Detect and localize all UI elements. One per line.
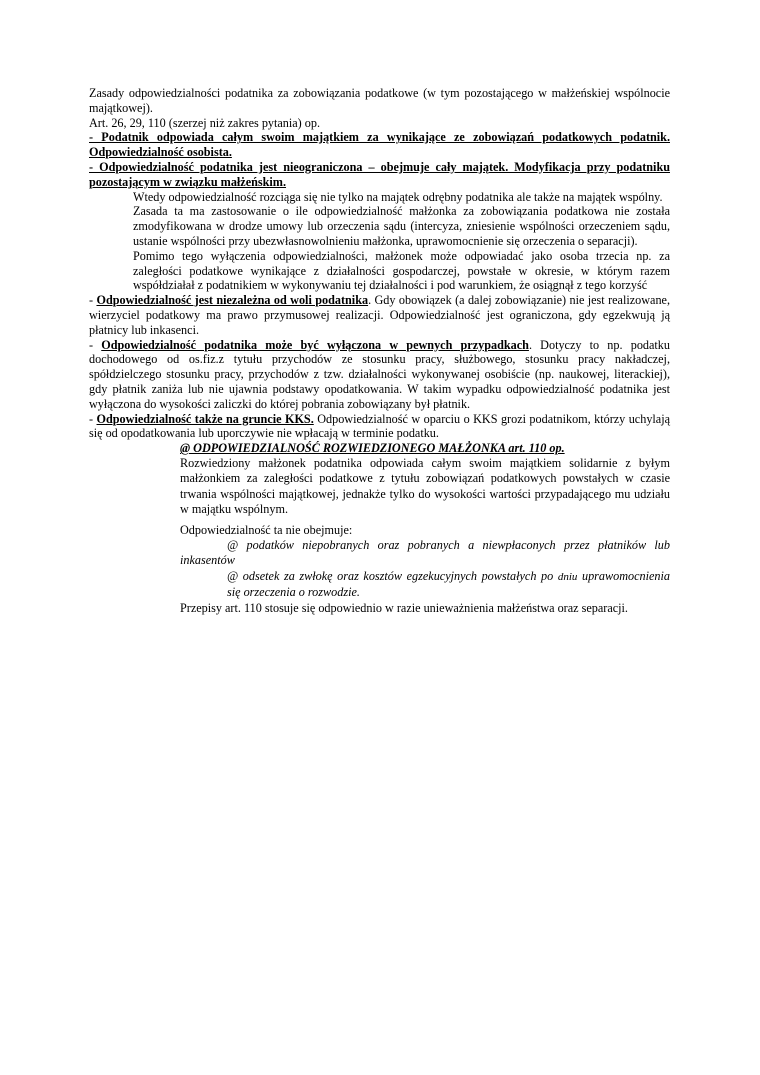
point-4-heading: Odpowiedzialność podatnika może być wyłączona w pewnych przypadkach (101, 337, 529, 352)
point-4-dash: - (89, 337, 102, 352)
intro-line-2: Art. 26, 29, 110 (szerzej niż zakres pytania) op. (89, 115, 321, 130)
point-3-text: . Gdy obowiązek (a dalej zobowiązanie) nie jest realizowane, wierzyciel podatkowy ma prawo przymusowej realizacji. Odpowiedzialność jest ograniczona, gdy egzekwują ją płatnicy lub inkasenci. (89, 293, 671, 337)
document-page (89, 86, 670, 616)
closing-sentence: Przepisy art. 110 stosuje się odpowiednio w razie unieważnienia małżeństwa oraz separacji. (180, 600, 628, 615)
section-paragraph: Rozwiedziony małżonek podatnika odpowiada całym swoim majątkiem solidarnie z byłym małżonkiem za zaległości podatkowe z tytułu zobowiązań podatkowych powstałych w czasie trwania wspólności majątkowej, jednakże tylko do wysokości wartości przypadającego mu udziału w majątku wspólnym. (180, 455, 670, 517)
exclusion-item-2 (227, 569, 670, 601)
indented-paragraph-1: Wtedy odpowiedzialność rozciąga się nie tylko na majątek odrębny podatnika ale także na majątek wspólny. (133, 189, 663, 204)
exclusion-item-2-text-b: dniu (557, 570, 578, 583)
point-5-heading: Odpowiedzialność także na gruncie KKS. (96, 411, 314, 426)
exclusion-item-2-text-c: uprawomocnienia się orzeczenia o rozwodzie. (227, 568, 671, 600)
point-5-text: Odpowiedzialność w oparciu o KKS grozi podatnikom, którzy uchylają się od opodatkowania lub uporczywie nie wpłacają w terminie podatku. (89, 411, 670, 441)
exclusion-item-2-text-a: @ odsetek za zwłokę oraz kosztów egzekucyjnych powstałych po (227, 568, 558, 583)
point-4 (89, 338, 670, 412)
section-heading: @ ODPOWIEDZIALNOŚĆ ROZWIEDZIONEGO MAŁŻONKA art. 110 op. (180, 441, 565, 456)
point-3-dash: - (89, 293, 97, 308)
intro-line-1: Zasady odpowiedzialności podatnika za zobowiązania podatkowe (w tym pozostającego w małżeńskiej wspólnocie majątkowej). (89, 86, 670, 115)
point-4-text: . Dotyczy to np. podatku dochodowego od os.fiz.z tytułu przychodów ze stosunku pracy, służbowego, stosunku pracy nakładczej, spółdzielczego stosunku pracy, przychodów z tzw. działalności wykonywanej osobiście (np. naukowej, literackiej), gdy płatnik zaniża lub nie ujawnia podstawy opodatkowania. W takim wypadku odpowiedzialność podatnika jest wyłączona do wysokości zaliczki do której pobrania zobowiązany był płatnik. (89, 337, 670, 411)
point-3-heading: Odpowiedzialność jest niezależna od woli podatnika (96, 293, 369, 308)
indented-paragraph-3: Pomimo tego wyłączenia odpowiedzialności, małżonek może odpowiadać jako osoba trzecia np. za zaległości podatkowe wynikające z działalności gospodarczej, powstałe w okresie, w którym razem współdziałał z podatnikiem w wykonywaniu tej działalności i pod warunkiem, że osiągnął z tego korzyść (133, 248, 670, 293)
point-3 (89, 293, 670, 337)
exclusions-intro: Odpowiedzialność ta nie obejmuje: (180, 522, 353, 537)
bold-statement-2: - Odpowiedzialność podatnika jest nieograniczona – obejmuje cały majątek. Modyfikacja przy podatniku pozostającym w związku małżeńskim. (89, 159, 670, 189)
bold-statement-1: - Podatnik odpowiada całym swoim majątkiem za wynikające ze zobowiązań podatkowych podatnik. Odpowiedzialność osobista. (89, 130, 670, 160)
point-5-dash: - (89, 411, 97, 426)
section-body (180, 456, 670, 616)
indented-paragraph-2: Zasada ta ma zastosowanie o ile odpowiedzialność małżonka za zobowiązania podatkowa nie została zmodyfikowana w drodze umowy lub orzeczenia sądu (intercyza, zniesienie wspólności orzeczeniem sądu, ustanie wspólności przy ubezwłasnowolnieniu małżonka, uprawomocnienie się orzeczenia o separacji). (133, 204, 670, 248)
point-5 (89, 412, 670, 442)
exclusion-item-1: @ podatków niepobranych oraz pobranych a niewpłaconych przez płatników lub inkasentów (180, 537, 670, 568)
